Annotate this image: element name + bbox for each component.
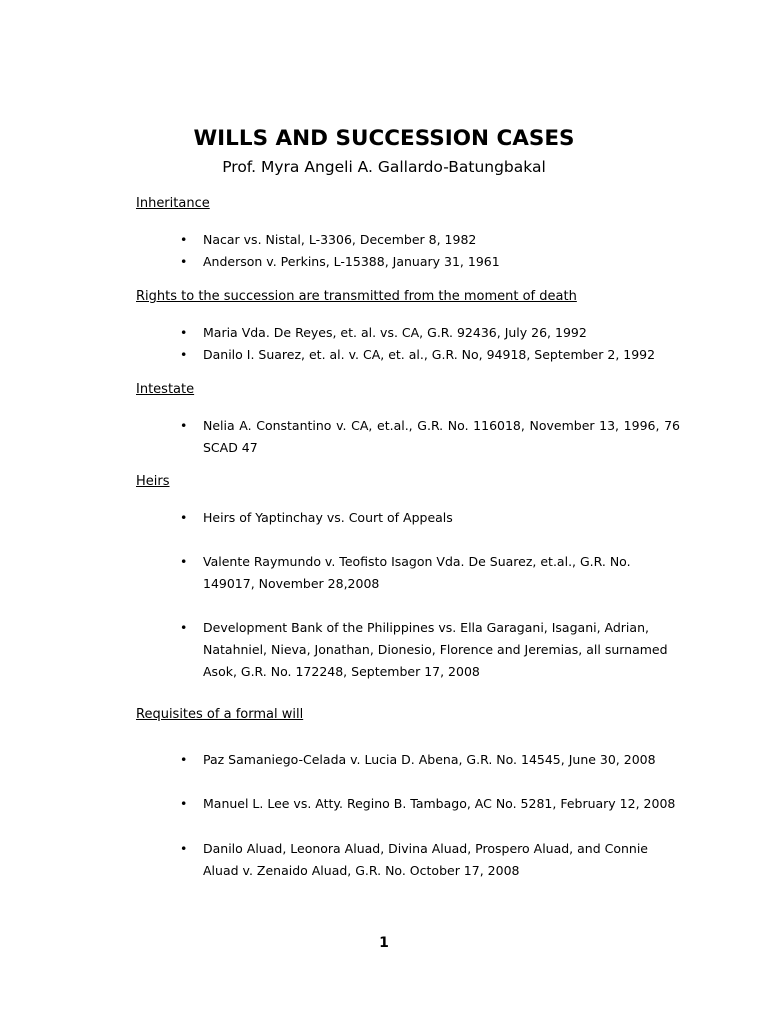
case-citation: Manuel L. Lee vs. Atty. Regino B. Tambago, AC No. 5281, February 12, 2008 [203, 796, 676, 811]
case-citation: Paz Samaniego-Celada v. Lucia D. Abena, G.R. No. 14545, June 30, 2008 [203, 752, 656, 767]
bullet: • [180, 325, 188, 340]
page-title: WILLS AND SUCCESSION CASES [193, 126, 575, 151]
section-heading-inheritance: Inheritance [136, 196, 210, 211]
list-item [180, 749, 680, 771]
list-item [180, 415, 680, 459]
case-citation: Heirs of Yaptinchay vs. Court of Appeals [203, 510, 453, 525]
section-heading-heirs: Heirs [136, 474, 170, 489]
list-item [180, 838, 680, 882]
case-citation: Valente Raymundo v. Teofisto Isagon Vda. De Suarez, et.al., G.R. No. 149017, November 28,2008 [203, 554, 631, 591]
list-item [180, 322, 680, 344]
list-item [180, 344, 680, 366]
author-subtitle: Prof. Myra Angeli A. Gallardo-Batungbakal [222, 158, 546, 176]
section-heading-rights-to-succession: Rights to the succession are transmitted from the moment of death [136, 289, 577, 304]
case-citation: Danilo I. Suarez, et. al. v. CA, et. al., G.R. No, 94918, September 2, 1992 [203, 347, 656, 362]
bullet: • [180, 254, 188, 269]
bullet: • [180, 418, 188, 433]
case-citation: Danilo Aluad, Leonora Aluad, Divina Aluad, Prospero Aluad, and Connie Aluad v. Zenaido Aluad, G.R. No. October 17, 2008 [203, 841, 649, 878]
bullet: • [180, 620, 188, 635]
list-item [180, 507, 680, 529]
page-number: 1 [379, 935, 389, 951]
bullet: • [180, 796, 188, 811]
list-item [180, 793, 680, 815]
section-heading-intestate: Intestate [136, 382, 195, 397]
list-item [180, 617, 680, 683]
list-item [180, 551, 680, 595]
case-citation: Anderson v. Perkins, L-15388, January 31, 1961 [203, 254, 500, 269]
case-citation: Maria Vda. De Reyes, et. al. vs. CA, G.R. 92436, July 26, 1992 [203, 325, 587, 340]
section-heading-requisites-formal-will: Requisites of a formal will [136, 707, 304, 722]
case-citation: Nelia A. Constantino v. CA, et.al., G.R. No. 116018, November 13, 1996, 76 SCAD 47 [203, 418, 680, 455]
bullet: • [180, 841, 188, 856]
bullet: • [180, 347, 188, 362]
list-item [180, 229, 680, 251]
bullet: • [180, 510, 188, 525]
bullet: • [180, 232, 188, 247]
list-item [180, 251, 680, 273]
case-citation: Nacar vs. Nistal, L-3306, December 8, 1982 [203, 232, 477, 247]
bullet: • [180, 752, 188, 767]
case-citation: Development Bank of the Philippines vs. Ella Garagani, Isagani, Adrian, Natahniel, Nieva, Jonathan, Dionesio, Florence and Jeremias, all surnamed Asok, G.R. No. 172248, September 17, 2008 [203, 620, 668, 679]
bullet: • [180, 554, 188, 569]
